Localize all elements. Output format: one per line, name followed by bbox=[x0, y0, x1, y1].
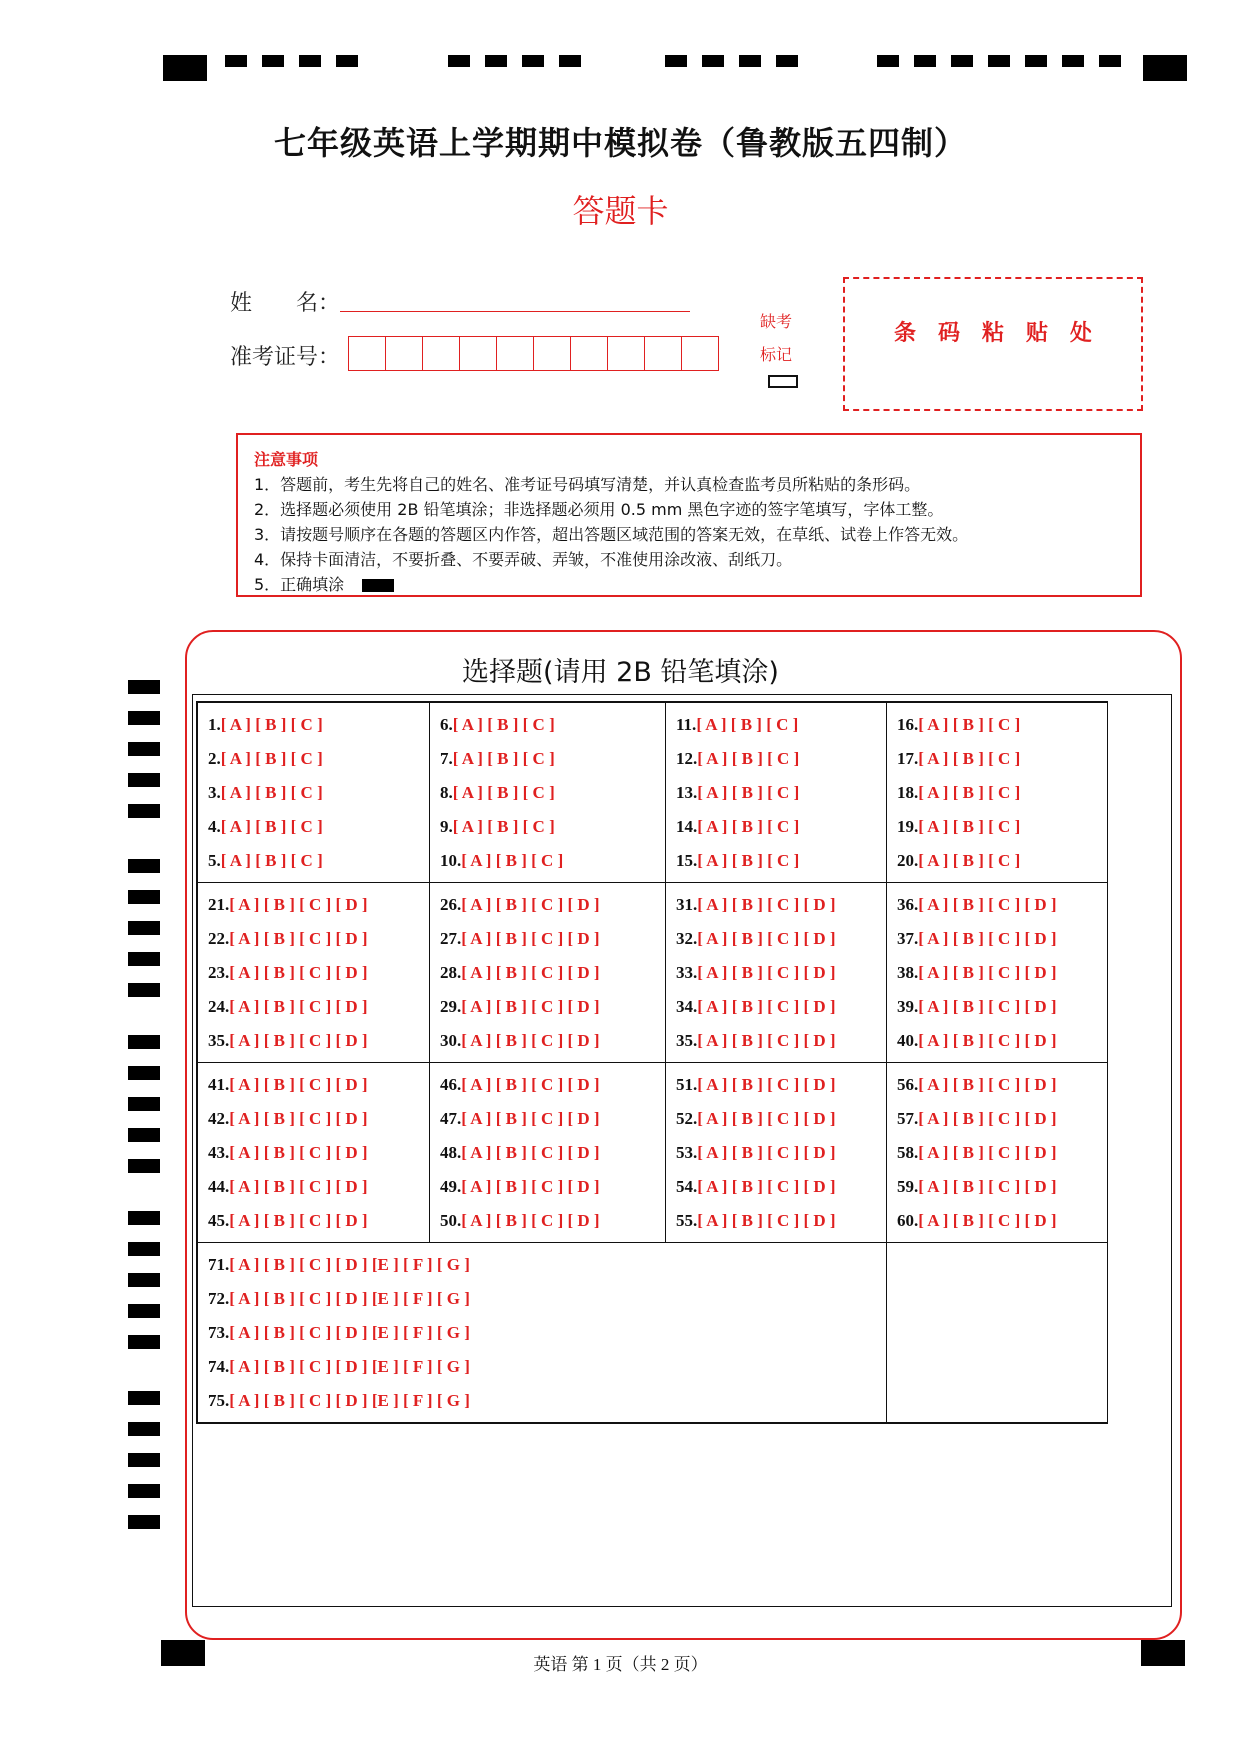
question-number: 71. bbox=[208, 1255, 230, 1274]
registration-mark bbox=[262, 55, 284, 67]
question-number: 60. bbox=[897, 1211, 919, 1230]
question-number: 26. bbox=[440, 895, 462, 914]
registration-mark bbox=[448, 55, 470, 67]
answer-options[interactable]: [ A ] [ B ] [ C ] bbox=[220, 783, 323, 802]
page-title: 七年级英语上学期期中模拟卷（鲁教版五四制） bbox=[273, 124, 967, 162]
id-digit-box[interactable] bbox=[497, 337, 534, 370]
question-item[interactable] bbox=[208, 708, 429, 742]
question-number: 2. bbox=[208, 749, 221, 768]
answer-options[interactable]: [ A ] [ B ] [ C ] bbox=[918, 783, 1021, 802]
question-number: 54. bbox=[676, 1177, 698, 1196]
question-item[interactable] bbox=[440, 1068, 665, 1102]
registration-mark bbox=[522, 55, 544, 67]
question-number: 45. bbox=[208, 1211, 230, 1230]
registration-mark bbox=[559, 55, 581, 67]
question-number: 13. bbox=[676, 783, 698, 802]
question-item[interactable] bbox=[208, 1102, 429, 1136]
answer-options[interactable]: [ A ] [ B ] [ C ] bbox=[452, 817, 555, 836]
timing-mark bbox=[128, 742, 160, 756]
name-field[interactable] bbox=[340, 311, 690, 312]
answer-options[interactable]: [ A ] [ B ] [ C ] [ D ] [E ] [ F ] [ G ] bbox=[229, 1391, 470, 1410]
question-number: 36. bbox=[897, 895, 919, 914]
question-item[interactable] bbox=[897, 810, 1107, 844]
timing-mark bbox=[128, 1035, 160, 1049]
answer-grid bbox=[196, 701, 1108, 1424]
question-item[interactable] bbox=[440, 1204, 665, 1238]
question-item[interactable] bbox=[208, 810, 429, 844]
question-item[interactable] bbox=[440, 1102, 665, 1136]
answer-column bbox=[198, 883, 430, 1063]
registration-mark bbox=[665, 55, 687, 67]
answer-options[interactable]: [ A ] [ B ] [ C ] [ D ] bbox=[697, 895, 836, 914]
question-number: 28. bbox=[440, 963, 462, 982]
answer-column bbox=[887, 1063, 1108, 1243]
timing-mark bbox=[128, 1422, 160, 1436]
question-number: 23. bbox=[208, 963, 230, 982]
exam-id-boxes[interactable] bbox=[348, 336, 719, 371]
question-item[interactable] bbox=[208, 888, 429, 922]
question-item[interactable] bbox=[897, 844, 1107, 878]
id-digit-box[interactable] bbox=[386, 337, 423, 370]
answer-options[interactable]: [ A ] [ B ] [ C ] [ D ] bbox=[229, 1109, 368, 1128]
question-item[interactable] bbox=[440, 888, 665, 922]
answer-column bbox=[666, 1063, 887, 1243]
registration-mark bbox=[299, 55, 321, 67]
registration-mark bbox=[225, 55, 247, 67]
question-number: 4. bbox=[208, 817, 221, 836]
timing-mark bbox=[128, 711, 160, 725]
registration-mark bbox=[739, 55, 761, 67]
answer-table bbox=[197, 702, 1108, 1423]
answer-options[interactable]: [ A ] [ B ] [ C ] [ D ] bbox=[461, 1031, 600, 1050]
answer-options[interactable]: [ A ] [ B ] [ C ] [ D ] bbox=[229, 929, 368, 948]
question-number: 32. bbox=[676, 929, 698, 948]
id-label: 准考证号： bbox=[230, 345, 341, 370]
answer-options[interactable]: [ A ] [ B ] [ C ] [ D ] bbox=[697, 929, 836, 948]
answer-options[interactable]: [ A ] [ B ] [ C ] [ D ] bbox=[918, 1211, 1057, 1230]
question-item[interactable] bbox=[440, 742, 665, 776]
answer-options[interactable]: [ A ] [ B ] [ C ] [ D ] bbox=[461, 1211, 600, 1230]
question-number: 31. bbox=[676, 895, 698, 914]
question-item[interactable] bbox=[208, 990, 429, 1024]
question-number: 35. bbox=[676, 1031, 698, 1050]
answer-options[interactable]: [ A ] [ B ] [ C ] [ D ] bbox=[697, 1143, 836, 1162]
registration-mark bbox=[1062, 55, 1084, 67]
question-number: 38. bbox=[897, 963, 919, 982]
question-number: 5. bbox=[208, 851, 221, 870]
question-number: 42. bbox=[208, 1109, 230, 1128]
answer-options[interactable]: [ A ] [ B ] [ C ] [ D ] bbox=[918, 1075, 1057, 1094]
question-item[interactable] bbox=[897, 990, 1107, 1024]
question-number: 10. bbox=[440, 851, 462, 870]
answer-options[interactable]: [ A ] [ B ] [ C ] [ D ] [E ] [ F ] [ G ] bbox=[229, 1255, 470, 1274]
id-digit-box[interactable] bbox=[349, 337, 386, 370]
id-digit-box[interactable] bbox=[645, 337, 682, 370]
timing-mark bbox=[128, 859, 160, 873]
registration-mark bbox=[485, 55, 507, 67]
answer-options[interactable]: [ A ] [ B ] [ C ] [ D ] bbox=[918, 1177, 1057, 1196]
answer-options[interactable]: [ A ] [ B ] [ C ] [ D ] bbox=[697, 1211, 836, 1230]
question-item[interactable] bbox=[208, 776, 429, 810]
answer-options[interactable]: [ A ] [ B ] [ C ] [ D ] bbox=[918, 963, 1057, 982]
question-item[interactable] bbox=[676, 776, 886, 810]
question-item[interactable] bbox=[676, 1170, 886, 1204]
timing-mark bbox=[128, 804, 160, 818]
answer-options[interactable]: [ A ] [ B ] [ C ] bbox=[697, 817, 800, 836]
question-item[interactable] bbox=[208, 1350, 886, 1384]
question-number: 15. bbox=[676, 851, 698, 870]
timing-mark bbox=[128, 952, 160, 966]
answer-options[interactable]: [ A ] [ B ] [ C ] [ D ] bbox=[229, 1177, 368, 1196]
registration-mark bbox=[877, 55, 899, 67]
answer-options[interactable]: [ A ] [ B ] [ C ] [ D ] bbox=[229, 1031, 368, 1050]
question-number: 75. bbox=[208, 1391, 230, 1410]
answer-options[interactable]: [ A ] [ B ] [ C ] [ D ] bbox=[697, 963, 836, 982]
id-digit-box[interactable] bbox=[682, 337, 718, 370]
note-item: 5．正确填涂 bbox=[254, 575, 345, 594]
question-number: 1. bbox=[208, 715, 221, 734]
question-item[interactable] bbox=[676, 1024, 886, 1058]
question-number: 51. bbox=[676, 1075, 698, 1094]
timing-mark bbox=[128, 1273, 160, 1287]
answer-options[interactable]: [ A ] [ B ] [ C ] [ D ] bbox=[461, 963, 600, 982]
answer-column bbox=[666, 703, 887, 883]
question-number: 56. bbox=[897, 1075, 919, 1094]
answer-options[interactable]: [ A ] [ B ] [ C ] [ D ] bbox=[461, 1177, 600, 1196]
registration-mark bbox=[776, 55, 798, 67]
question-number: 8. bbox=[440, 783, 453, 802]
answer-options[interactable]: [ A ] [ B ] [ C ] [ D ] bbox=[461, 895, 600, 914]
question-item[interactable] bbox=[897, 1102, 1107, 1136]
answer-options[interactable]: [ A ] [ B ] [ C ] bbox=[220, 715, 323, 734]
note-item: 3．请按题号顺序在各题的答题区内作答，超出答题区域范围的答案无效，在草纸、试卷上作答无效。 bbox=[254, 525, 969, 544]
answer-column bbox=[198, 703, 430, 883]
answer-options[interactable]: [ A ] [ B ] [ C ] [ D ] bbox=[229, 1143, 368, 1162]
question-item[interactable] bbox=[440, 844, 665, 878]
question-number: 57. bbox=[897, 1109, 919, 1128]
question-item[interactable] bbox=[676, 956, 886, 990]
question-number: 3. bbox=[208, 783, 221, 802]
question-number: 43. bbox=[208, 1143, 230, 1162]
answer-options[interactable]: [ A ] [ B ] [ C ] bbox=[918, 851, 1021, 870]
timing-mark bbox=[128, 1066, 160, 1080]
question-item[interactable] bbox=[897, 742, 1107, 776]
answer-options[interactable]: [ A ] [ B ] [ C ] [ D ] [E ] [ F ] [ G ] bbox=[229, 1323, 470, 1342]
question-item[interactable] bbox=[440, 922, 665, 956]
question-number: 49. bbox=[440, 1177, 462, 1196]
question-number: 53. bbox=[676, 1143, 698, 1162]
answer-options[interactable]: [ A ] [ B ] [ C ] [ D ] bbox=[461, 1075, 600, 1094]
answer-options[interactable]: [ A ] [ B ] [ C ] [ D ] bbox=[697, 1031, 836, 1050]
answer-block-row bbox=[198, 703, 1108, 883]
answer-options[interactable]: [ A ] [ B ] [ C ] bbox=[220, 851, 323, 870]
question-number: 50. bbox=[440, 1211, 462, 1230]
answer-options[interactable]: [ A ] [ B ] [ C ] [ D ] bbox=[697, 997, 836, 1016]
name-label: 姓 名： bbox=[230, 291, 341, 316]
notes-box bbox=[236, 433, 1142, 597]
answer-options[interactable]: [ A ] [ B ] [ C ] [ D ] bbox=[229, 1211, 368, 1230]
question-item[interactable] bbox=[208, 1316, 886, 1350]
timing-mark bbox=[128, 921, 160, 935]
id-digit-box[interactable] bbox=[534, 337, 571, 370]
question-number: 21. bbox=[208, 895, 230, 914]
question-item[interactable] bbox=[897, 1170, 1107, 1204]
question-number: 24. bbox=[208, 997, 230, 1016]
answer-options[interactable]: [ A ] [ B ] [ C ] [ D ] bbox=[461, 997, 600, 1016]
question-item[interactable] bbox=[208, 1282, 886, 1316]
id-digit-box[interactable] bbox=[460, 337, 497, 370]
registration-mark bbox=[163, 55, 207, 81]
question-item[interactable] bbox=[208, 1068, 429, 1102]
question-number: 59. bbox=[897, 1177, 919, 1196]
answer-options[interactable]: [ A ] [ B ] [ C ] [ D ] bbox=[918, 997, 1057, 1016]
absent-checkbox[interactable] bbox=[768, 375, 798, 388]
answer-options[interactable]: [ A ] [ B ] [ C ] bbox=[220, 749, 323, 768]
answer-options[interactable]: [ A ] [ B ] [ C ] [ D ] bbox=[461, 1109, 600, 1128]
answer-options[interactable]: [ A ] [ B ] [ C ] [ D ] bbox=[229, 1075, 368, 1094]
registration-mark bbox=[1143, 55, 1187, 81]
timing-mark bbox=[128, 1128, 160, 1142]
question-item[interactable] bbox=[440, 1024, 665, 1058]
answer-options[interactable]: [ A ] [ B ] [ C ] bbox=[452, 783, 555, 802]
answer-options[interactable]: [ A ] [ B ] [ C ] bbox=[918, 749, 1021, 768]
question-item[interactable] bbox=[440, 708, 665, 742]
registration-mark bbox=[1099, 55, 1121, 67]
note-item-fill-example bbox=[254, 572, 1140, 597]
answer-options[interactable]: [ A ] [ B ] [ C ] bbox=[452, 749, 555, 768]
note-item: 4．保持卡面清洁，不要折叠、不要弄破、弄皱，不准使用涂改液、刮纸刀。 bbox=[254, 550, 793, 569]
id-digit-box[interactable] bbox=[608, 337, 645, 370]
timing-mark bbox=[128, 1304, 160, 1318]
question-item[interactable] bbox=[897, 1068, 1107, 1102]
answer-block-row bbox=[198, 1063, 1108, 1243]
question-number: 58. bbox=[897, 1143, 919, 1162]
question-number: 74. bbox=[208, 1357, 230, 1376]
question-number: 19. bbox=[897, 817, 919, 836]
answer-options[interactable]: [ A ] [ B ] [ C ] [ D ] bbox=[461, 929, 600, 948]
question-number: 48. bbox=[440, 1143, 462, 1162]
answer-options[interactable]: [ A ] [ B ] [ C ] [ D ] bbox=[229, 895, 368, 914]
question-number: 18. bbox=[897, 783, 919, 802]
question-item[interactable] bbox=[208, 1170, 429, 1204]
question-item[interactable] bbox=[440, 956, 665, 990]
id-digit-box[interactable] bbox=[423, 337, 460, 370]
barcode-label: 条码粘贴处 bbox=[893, 320, 1114, 346]
question-item[interactable] bbox=[897, 1136, 1107, 1170]
question-item[interactable] bbox=[208, 922, 429, 956]
answer-column bbox=[198, 1063, 430, 1243]
question-item[interactable] bbox=[676, 922, 886, 956]
timing-mark bbox=[128, 773, 160, 787]
page-footer: 英语 第 1 页（共 2 页） bbox=[533, 1655, 708, 1674]
answer-column bbox=[887, 703, 1108, 883]
registration-mark bbox=[336, 55, 358, 67]
question-item[interactable] bbox=[676, 1204, 886, 1238]
answer-options[interactable]: [ A ] [ B ] [ C ] bbox=[696, 715, 799, 734]
question-item[interactable] bbox=[676, 844, 886, 878]
question-item[interactable] bbox=[897, 922, 1107, 956]
question-item[interactable] bbox=[440, 776, 665, 810]
question-item[interactable] bbox=[208, 1204, 429, 1238]
question-item[interactable] bbox=[676, 708, 886, 742]
question-number: 14. bbox=[676, 817, 698, 836]
question-item[interactable] bbox=[208, 1384, 886, 1418]
question-number: 52. bbox=[676, 1109, 698, 1128]
absent-label-line-2: 标记 bbox=[760, 347, 793, 364]
answer-options[interactable]: [ A ] [ B ] [ C ] [ D ] bbox=[918, 1109, 1057, 1128]
answer-options[interactable]: [ A ] [ B ] [ C ] bbox=[461, 851, 564, 870]
answer-block-row bbox=[198, 1243, 1108, 1423]
timing-mark bbox=[128, 1097, 160, 1111]
question-number: 12. bbox=[676, 749, 698, 768]
question-item[interactable] bbox=[440, 1136, 665, 1170]
answer-options[interactable]: [ A ] [ B ] [ C ] [ D ] bbox=[697, 1109, 836, 1128]
answer-options[interactable]: [ A ] [ B ] [ C ] [ D ] [E ] [ F ] [ G ] bbox=[229, 1357, 470, 1376]
answer-options[interactable]: [ A ] [ B ] [ C ] [ D ] [E ] [ F ] [ G ] bbox=[229, 1289, 470, 1308]
question-number: 37. bbox=[897, 929, 919, 948]
question-number: 33. bbox=[676, 963, 698, 982]
question-item[interactable] bbox=[676, 1136, 886, 1170]
question-number: 16. bbox=[897, 715, 919, 734]
question-number: 30. bbox=[440, 1031, 462, 1050]
question-item[interactable] bbox=[897, 708, 1107, 742]
question-number: 6. bbox=[440, 715, 453, 734]
question-item[interactable] bbox=[897, 1204, 1107, 1238]
question-number: 41. bbox=[208, 1075, 230, 1094]
note-item: 2．选择题必须使用 2B 铅笔填涂；非选择题必须用 0.5 mm 黑色字迹的签字笔填写，字体工整。 bbox=[254, 500, 944, 519]
question-number: 17. bbox=[897, 749, 919, 768]
question-item[interactable] bbox=[676, 810, 886, 844]
question-item[interactable] bbox=[208, 1248, 886, 1282]
question-item[interactable] bbox=[208, 742, 429, 776]
timing-mark bbox=[128, 1515, 160, 1529]
question-item[interactable] bbox=[897, 776, 1107, 810]
id-digit-box[interactable] bbox=[571, 337, 608, 370]
answer-column bbox=[430, 1063, 666, 1243]
answer-column bbox=[430, 703, 666, 883]
registration-mark bbox=[988, 55, 1010, 67]
question-item[interactable] bbox=[208, 1024, 429, 1058]
question-item[interactable] bbox=[440, 810, 665, 844]
barcode-area bbox=[843, 277, 1143, 411]
answer-options[interactable]: [ A ] [ B ] [ C ] [ D ] bbox=[229, 997, 368, 1016]
choice-section-title: 选择题(请用 2B 铅笔填涂) bbox=[462, 657, 779, 688]
answer-options[interactable]: [ A ] [ B ] [ C ] [ D ] bbox=[697, 1075, 836, 1094]
answer-options[interactable]: [ A ] [ B ] [ C ] bbox=[697, 851, 800, 870]
answer-options[interactable]: [ A ] [ B ] [ C ] [ D ] bbox=[918, 895, 1057, 914]
question-item[interactable] bbox=[897, 956, 1107, 990]
answer-block-row bbox=[198, 883, 1108, 1063]
question-item[interactable] bbox=[440, 990, 665, 1024]
question-number: 34. bbox=[676, 997, 698, 1016]
registration-mark bbox=[914, 55, 936, 67]
question-item[interactable] bbox=[676, 742, 886, 776]
notes-title: 注意事项 bbox=[254, 450, 319, 469]
question-number: 9. bbox=[440, 817, 453, 836]
answer-options[interactable]: [ A ] [ B ] [ C ] [ D ] bbox=[461, 1143, 600, 1162]
answer-column bbox=[666, 883, 887, 1063]
question-item[interactable] bbox=[208, 844, 429, 878]
timing-mark bbox=[128, 1242, 160, 1256]
page-subtitle: 答题卡 bbox=[572, 192, 669, 230]
answer-options[interactable]: [ A ] [ B ] [ C ] bbox=[452, 715, 555, 734]
question-number: 72. bbox=[208, 1289, 230, 1308]
registration-mark bbox=[951, 55, 973, 67]
question-number: 29. bbox=[440, 997, 462, 1016]
question-number: 44. bbox=[208, 1177, 230, 1196]
answer-column bbox=[430, 883, 666, 1063]
registration-mark bbox=[702, 55, 724, 67]
question-number: 22. bbox=[208, 929, 230, 948]
absent-label bbox=[760, 306, 800, 372]
question-number: 55. bbox=[676, 1211, 698, 1230]
question-number: 11. bbox=[676, 715, 697, 734]
timing-mark bbox=[128, 1391, 160, 1405]
question-number: 20. bbox=[897, 851, 919, 870]
question-number: 35. bbox=[208, 1031, 230, 1050]
answer-options[interactable]: [ A ] [ B ] [ C ] [ D ] bbox=[918, 1143, 1057, 1162]
timing-mark bbox=[128, 1453, 160, 1467]
question-number: 39. bbox=[897, 997, 919, 1016]
answer-column bbox=[887, 883, 1108, 1063]
answer-options[interactable]: [ A ] [ B ] [ C ] bbox=[918, 817, 1021, 836]
answer-options[interactable]: [ A ] [ B ] [ C ] bbox=[697, 783, 800, 802]
timing-mark bbox=[128, 1335, 160, 1349]
question-item[interactable] bbox=[208, 956, 429, 990]
question-item[interactable] bbox=[676, 1068, 886, 1102]
empty-cell bbox=[887, 1243, 1108, 1423]
absent-label-line-1: 缺考 bbox=[760, 314, 793, 331]
answer-options[interactable]: [ A ] [ B ] [ C ] bbox=[918, 715, 1021, 734]
filled-bubble-sample bbox=[362, 579, 394, 592]
timing-mark bbox=[128, 890, 160, 904]
question-item[interactable] bbox=[676, 990, 886, 1024]
timing-mark bbox=[128, 1211, 160, 1225]
question-item[interactable] bbox=[676, 1102, 886, 1136]
question-item[interactable] bbox=[676, 888, 886, 922]
question-number: 73. bbox=[208, 1323, 230, 1342]
registration-mark bbox=[1025, 55, 1047, 67]
question-item[interactable] bbox=[897, 1024, 1107, 1058]
question-item[interactable] bbox=[440, 1170, 665, 1204]
answer-options[interactable]: [ A ] [ B ] [ C ] bbox=[220, 817, 323, 836]
question-number: 40. bbox=[897, 1031, 919, 1050]
question-number: 27. bbox=[440, 929, 462, 948]
timing-mark bbox=[128, 983, 160, 997]
question-item[interactable] bbox=[208, 1136, 429, 1170]
answer-options[interactable]: [ A ] [ B ] [ C ] [ D ] bbox=[229, 963, 368, 982]
answer-options[interactable]: [ A ] [ B ] [ C ] [ D ] bbox=[918, 1031, 1057, 1050]
question-number: 47. bbox=[440, 1109, 462, 1128]
question-number: 7. bbox=[440, 749, 453, 768]
timing-mark bbox=[128, 1159, 160, 1173]
answer-column bbox=[198, 1243, 887, 1423]
question-item[interactable] bbox=[897, 888, 1107, 922]
question-number: 46. bbox=[440, 1075, 462, 1094]
timing-mark bbox=[128, 1484, 160, 1498]
answer-options[interactable]: [ A ] [ B ] [ C ] [ D ] bbox=[918, 929, 1057, 948]
answer-options[interactable]: [ A ] [ B ] [ C ] bbox=[697, 749, 800, 768]
note-item: 1．答题前，考生先将自己的姓名、准考证号码填写清楚，并认真检查监考员所粘贴的条形码。 bbox=[254, 475, 921, 494]
answer-options[interactable]: [ A ] [ B ] [ C ] [ D ] bbox=[697, 1177, 836, 1196]
